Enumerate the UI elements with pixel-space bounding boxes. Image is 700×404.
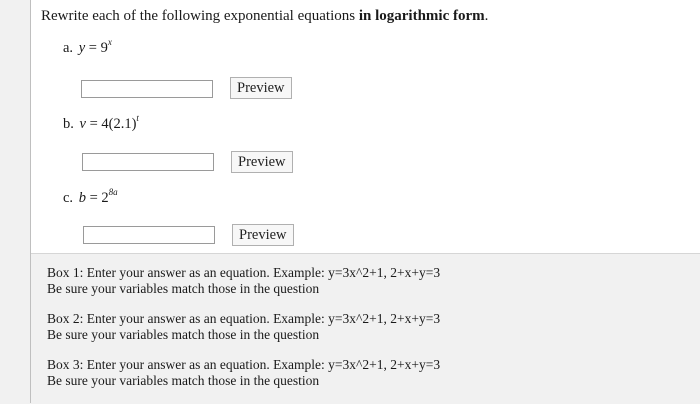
hint-box-3 [47, 357, 440, 389]
problem-a-label: a. [63, 40, 74, 56]
hint-box-2 [47, 311, 440, 343]
problem-b-base: 4(2.1) [101, 116, 137, 132]
hint-box-1-line2: Be sure your variables match those in the question [47, 281, 320, 296]
problem-b-equals: = [85, 116, 102, 132]
answer-input-b[interactable] [82, 153, 214, 171]
problem-c-base: 2 [101, 190, 109, 206]
preview-button-a[interactable]: Preview [230, 77, 292, 99]
hint-box-1 [47, 265, 440, 297]
problem-b [63, 113, 139, 133]
problem-c-equals: = [85, 190, 102, 206]
preview-button-b[interactable]: Preview [231, 151, 293, 173]
problem-a-exponent: x [107, 37, 112, 47]
hint-box-3-line2: Be sure your variables match those in the question [47, 373, 320, 388]
problem-b-exponent: t [136, 113, 139, 123]
problem-a-equals: = [85, 40, 101, 56]
hints-panel [31, 253, 700, 404]
problem-c [63, 187, 118, 207]
preview-button-c[interactable]: Preview [232, 224, 294, 246]
problem-b-equation [79, 113, 139, 132]
hint-box-2-line2: Be sure your variables match those in the question [47, 327, 320, 342]
answer-input-a[interactable] [81, 80, 213, 98]
problem-b-label: b. [63, 116, 74, 132]
problem-a-base: 9 [100, 40, 108, 56]
problem-c-lhs: b [78, 190, 86, 206]
problem-a [63, 37, 112, 57]
instruction-emphasis: in logarithmic form [358, 8, 485, 24]
problem-a-lhs: y [78, 40, 86, 56]
answer-input-c[interactable] [83, 226, 215, 244]
instruction-text: Rewrite each of the following exponential equations [41, 8, 359, 24]
problem-b-lhs: v [79, 116, 86, 132]
question-card [30, 0, 700, 403]
problem-a-equation [78, 37, 112, 56]
hint-box-3-line1: Box 3: Enter your answer as an equation. Example: y=3x^2+1, 2+x+y=3 [47, 357, 441, 372]
hint-box-2-line1: Box 2: Enter your answer as an equation. Example: y=3x^2+1, 2+x+y=3 [47, 311, 441, 326]
problem-c-equation [78, 187, 118, 206]
instruction-period: . [484, 8, 489, 24]
problem-c-label: c. [63, 190, 74, 206]
problem-c-exponent: 8a [108, 187, 118, 197]
hint-box-1-line1: Box 1: Enter your answer as an equation. Example: y=3x^2+1, 2+x+y=3 [47, 265, 441, 280]
question-instruction [41, 8, 488, 25]
